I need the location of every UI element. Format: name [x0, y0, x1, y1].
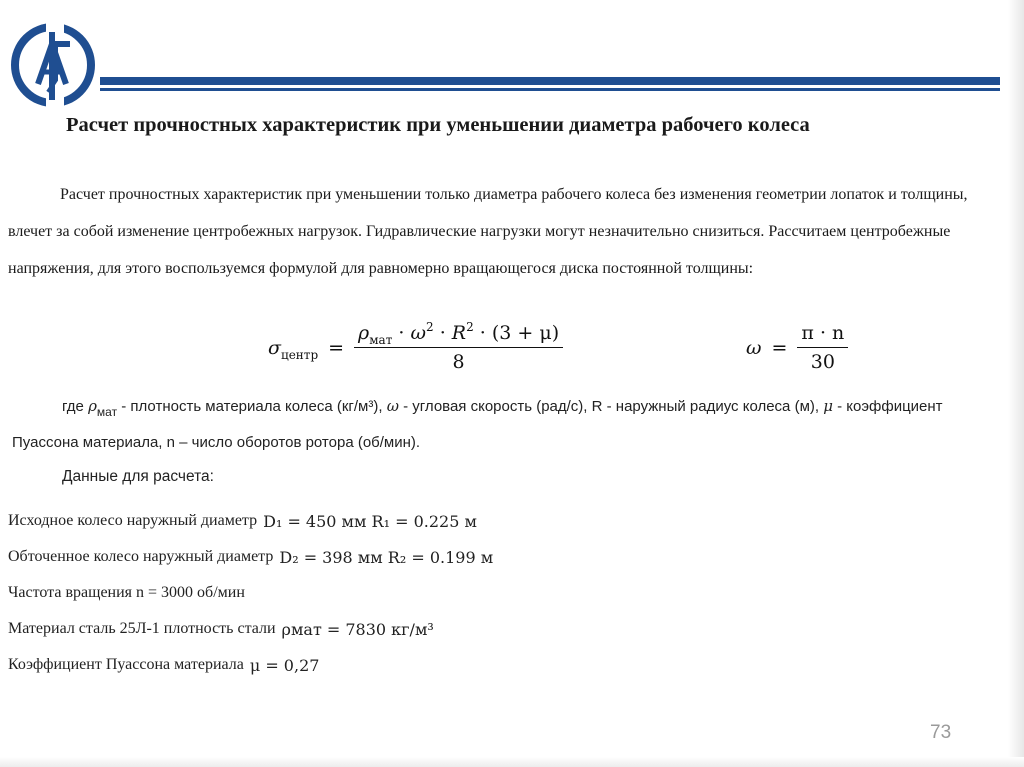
- university-logo-icon: [8, 20, 98, 110]
- data-row-math: D₂ = 398 мм R₂ = 0.199 м: [279, 547, 494, 567]
- page-bottom-shadow: [0, 757, 1024, 767]
- radius-symbol: R: [451, 322, 467, 344]
- data-row-original-wheel: [8, 503, 708, 539]
- equals-sign: =: [771, 336, 788, 359]
- header-rule: [100, 77, 1000, 85]
- variable-legend: [12, 388, 1012, 461]
- legend-rho-subscript: мат: [96, 405, 118, 419]
- intro-paragraph: Расчет прочностных характеристик при уменьшении только диаметра рабочего колеса без изменения геометрии лопаток и толщины, влечет за собой изменение центробежных нагрузок. Гидравлические нагрузки могут незначительно снизиться. Рассчитаем центробежные напряжения, для этого воспользуемся формулой для равномерно вращающегося диска постоянной толщины:: [8, 186, 968, 277]
- data-row-text: Коэффициент Пуассона материала: [8, 656, 244, 673]
- data-row-text: Обточенное колесо наружный диаметр: [8, 548, 274, 565]
- omega-fraction: [797, 322, 848, 373]
- data-row-math: ρмат = 7830 кг/м³: [281, 619, 434, 639]
- omega-power: 2: [426, 320, 434, 334]
- legend-prefix: где: [62, 398, 84, 415]
- sigma-subscript: центр: [280, 347, 319, 362]
- equals-sign: =: [328, 336, 345, 359]
- legend-text-3: - коэффициент Пуассона материала, n – число оборотов ротора (об/мин).: [12, 398, 943, 451]
- legend-rho-symbol: ρ: [88, 397, 97, 415]
- dot: ·: [398, 322, 405, 344]
- stress-numerator: [354, 322, 563, 348]
- legend-mu-symbol: μ: [823, 397, 833, 415]
- page-title: Расчет прочностных характеристик при уменьшении диаметра рабочего колеса: [66, 114, 810, 136]
- legend-omega-symbol: ω: [386, 397, 399, 415]
- page-edge-shadow: [1008, 0, 1024, 767]
- radius-power: 2: [466, 320, 474, 334]
- data-row-material: [8, 611, 708, 647]
- data-section-label: Данные для расчета:: [62, 468, 214, 485]
- sigma-symbol: σ: [268, 336, 281, 359]
- centrifugal-stress-formula: [268, 322, 563, 373]
- data-row-text: Исходное колесо наружный диаметр: [8, 512, 258, 529]
- data-row-rotation-speed: [8, 575, 708, 611]
- data-row-math: D₁ = 450 мм R₁ = 0.225 м: [263, 511, 477, 531]
- dot: ·: [479, 322, 486, 344]
- stress-denominator: 8: [452, 351, 465, 373]
- data-row-text: Материал сталь 25Л-1 плотность стали: [8, 620, 276, 637]
- dot: ·: [439, 322, 446, 344]
- angular-velocity-formula: [746, 322, 848, 373]
- data-row-trimmed-wheel: [8, 539, 708, 575]
- omega-symbol: ω: [410, 322, 426, 344]
- rho-subscript: мат: [369, 333, 393, 347]
- formula-block: [260, 322, 880, 386]
- legend-text-2: - угловая скорость (рад/с), R - наружный радиус колеса (м),: [398, 398, 824, 415]
- legend-text-1: - плотность материала колеса (кг/м³),: [117, 398, 387, 415]
- page-number: 73: [930, 722, 952, 743]
- data-row-text: Частота вращения n = 3000 об/мин: [8, 584, 245, 601]
- data-row-math: μ = 0,27: [249, 655, 320, 675]
- data-row-poisson: [8, 647, 708, 683]
- data-list: [8, 503, 708, 683]
- omega-symbol: ω: [746, 336, 762, 359]
- omega-numerator: π · n: [797, 322, 848, 348]
- poisson-term: (3 + μ): [491, 322, 560, 344]
- omega-denominator: 30: [810, 351, 835, 373]
- rho-symbol: ρ: [358, 322, 370, 344]
- header-rule-thin: [100, 88, 1000, 91]
- stress-fraction: [354, 322, 563, 373]
